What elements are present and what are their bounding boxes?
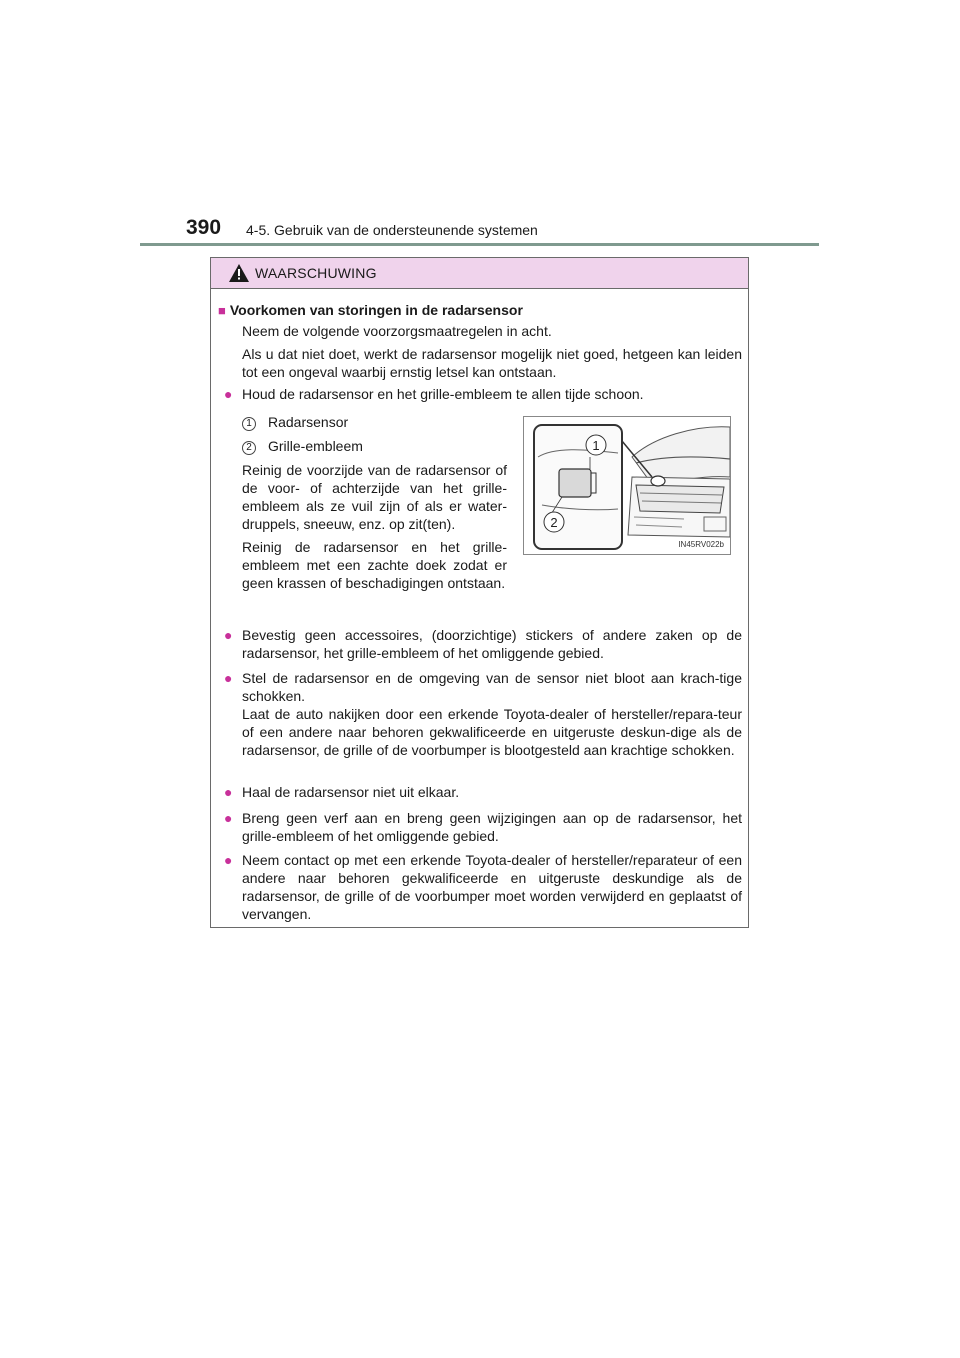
warning-box bbox=[210, 257, 749, 928]
cleaning-paragraph-2: Reinig de radarsensor en het grille-embleem met een zachte doek zodat er geen krassen of beschadigingen ontstaan. bbox=[242, 539, 507, 591]
intro-paragraph-1: Neem de volgende voorzorgsmaatregelen in acht. bbox=[242, 323, 552, 339]
section-title: 4-5. Gebruik van de ondersteunende systemen bbox=[246, 222, 538, 238]
bullet-dot-icon: ● bbox=[224, 670, 233, 686]
square-bullet-icon: ■ bbox=[218, 303, 226, 318]
bullet-item: ● Breng geen verf aan en breng geen wijzigingen aan op de radarsensor, het grille-embleem of het omliggende gebied. bbox=[224, 810, 742, 844]
bullet-item: ● Stel de radarsensor en de omgeving van de sensor niet bloot aan krach-tige schokken. Laat de auto nakijken door een erkende Toyota-dealer of hersteller/repara-teur of een andere naar behoren gekwalificeerde en uitgeruste deskun-dige als de radarsensor, de grille of de voorbumper is blootgesteld aan krachtige schokken. bbox=[224, 670, 742, 758]
intro-paragraph-2: Als u dat niet doet, werkt de radarsensor mogelijk niet goed, hetgeen kan leiden tot een ongeval waarbij ernstig letsel kan ontstaan. bbox=[242, 346, 742, 380]
bullet-item: ● Bevestig geen accessoires, (doorzichtige) stickers of andere zaken op de radarsensor, het grille-embleem of het omliggende gebied. bbox=[224, 627, 742, 661]
page-number: 390 bbox=[186, 216, 222, 239]
header-divider bbox=[140, 243, 819, 246]
bullet-dot-icon: ● bbox=[224, 784, 233, 800]
legend-item-1: 1 Radarsensor bbox=[242, 413, 348, 431]
callout-2-label: 2 bbox=[550, 515, 558, 530]
bullet-item: ● Haal de radarsensor niet uit elkaar. bbox=[224, 784, 460, 800]
figure-code: IN45RV022b bbox=[678, 540, 724, 549]
warning-header bbox=[211, 258, 748, 289]
bullet-dot-icon: ● bbox=[224, 810, 233, 826]
bullet-dot-icon: ● bbox=[224, 386, 233, 402]
callout-1-label: 1 bbox=[592, 438, 600, 453]
radar-sensor-figure bbox=[523, 416, 731, 555]
number-circle-icon: 2 bbox=[242, 441, 256, 455]
bullet-dot-icon: ● bbox=[224, 627, 233, 643]
bullet-dot-icon: ● bbox=[224, 852, 233, 868]
car-front-illustration bbox=[524, 417, 730, 554]
number-circle-icon: 1 bbox=[242, 417, 256, 431]
cleaning-paragraph-1: Reinig de voorzijde van de radarsensor of de voor- of achterzijde van het grille-embleem als ze vuil zijn of als er water-druppels, sneeuw, enz. op zit(ten). bbox=[242, 462, 507, 532]
bullet-item: ● Houd de radarsensor en het grille-embleem te allen tijde schoon. bbox=[224, 386, 644, 402]
warning-triangle-icon bbox=[229, 264, 249, 282]
bullet-item: ● Neem contact op met een erkende Toyota-dealer of hersteller/reparateur of een andere naar behoren gekwalificeerde en uitgeruste deskundige als de radarsensor, de grille of de voorbumper moet worden verwijderd en geplaatst of vervangen. bbox=[224, 852, 742, 922]
legend-item-2: 2 Grille-embleem bbox=[242, 437, 363, 455]
warning-heading: ■ Voorkomen van storingen in de radarsensor bbox=[218, 302, 523, 318]
warning-title: WAARSCHUWING bbox=[255, 265, 377, 281]
